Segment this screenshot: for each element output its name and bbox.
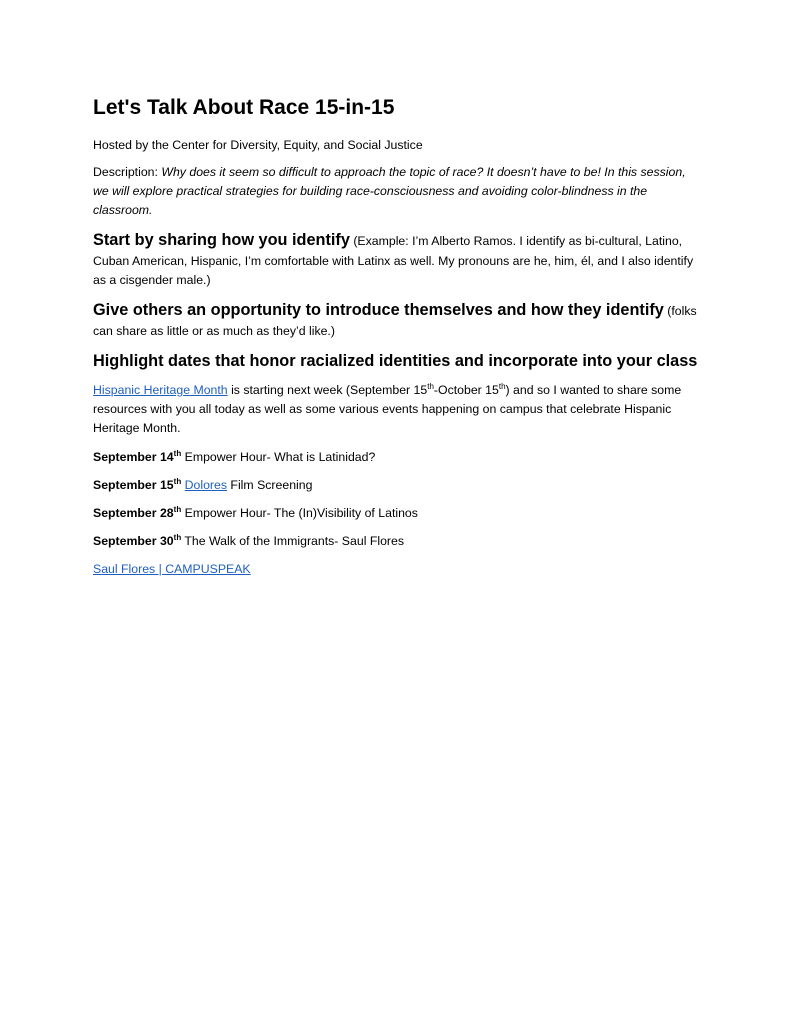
saul-flores-campuspeak-link[interactable]: Saul Flores | CAMPUSPEAK bbox=[93, 562, 251, 576]
section-heading: Start by sharing how you identify bbox=[93, 231, 350, 249]
event-item bbox=[93, 448, 703, 467]
page-title: Let's Talk About Race 15-in-15 bbox=[93, 96, 395, 119]
ordinal-suffix: th bbox=[173, 532, 182, 542]
event-text: The Walk of the Immigrants- Saul Flores bbox=[181, 534, 405, 548]
document-page bbox=[93, 94, 703, 579]
event-text: Empower Hour- What is Latinidad? bbox=[181, 450, 376, 464]
event-item bbox=[93, 476, 703, 495]
heritage-text: is starting next week (September 15 bbox=[227, 383, 428, 397]
ordinal-suffix: th bbox=[427, 381, 434, 391]
ordinal-suffix: th bbox=[173, 448, 182, 458]
event-text: Film Screening bbox=[227, 478, 313, 492]
heritage-text: ) and so I wanted to share some resources with you all today as well as some various events happening on campus that celebrate Hispanic Heritage Month. bbox=[93, 383, 682, 435]
event-item bbox=[93, 504, 703, 523]
dolores-link[interactable]: Dolores bbox=[184, 478, 228, 492]
section-note: (Example: I’m Alberto Ramos. I identify as bi-cultural, Latino, Cuban American, Hispanic, I’m comfortable with Latinx as well. My pronouns are he, him, él, and I also identify as a cisgender male.) bbox=[93, 234, 694, 287]
description-text: Why does it seem so difficult to approach the topic of race? It doesn’t have to be! In this session, we will explore practical strategies for building race-consciousness and avoiding color-blindness in the classroom. bbox=[93, 165, 686, 217]
host-line: Hosted by the Center for Diversity, Equity, and Social Justice bbox=[93, 138, 423, 152]
ordinal-suffix: th bbox=[173, 476, 182, 486]
heritage-paragraph bbox=[93, 381, 703, 438]
description bbox=[93, 163, 703, 220]
section-identify bbox=[93, 228, 703, 290]
section-highlight-dates bbox=[93, 349, 703, 373]
section-introduce bbox=[93, 298, 703, 341]
event-date: September 28 bbox=[93, 506, 174, 520]
event-text: Empower Hour- The (In)Visibility of Latinos bbox=[181, 506, 418, 520]
saul-flores-paragraph bbox=[93, 560, 703, 579]
section-heading: Give others an opportunity to introduce themselves and how they identify bbox=[93, 301, 664, 319]
event-item bbox=[93, 532, 703, 551]
heritage-text: -October 15 bbox=[433, 383, 499, 397]
section-note: (folks can share as little or as much as they’d like.) bbox=[93, 304, 697, 338]
event-date: September 15 bbox=[93, 478, 174, 492]
description-label: Description: bbox=[93, 165, 162, 179]
hispanic-heritage-month-link[interactable]: Hispanic Heritage Month bbox=[93, 383, 228, 397]
event-date: September 14 bbox=[93, 450, 174, 464]
ordinal-suffix: th bbox=[173, 504, 182, 514]
ordinal-suffix: th bbox=[498, 381, 506, 391]
section-heading: Highlight dates that honor racialized identities and incorporate into your class bbox=[93, 352, 698, 370]
event-date: September 30 bbox=[93, 534, 174, 548]
